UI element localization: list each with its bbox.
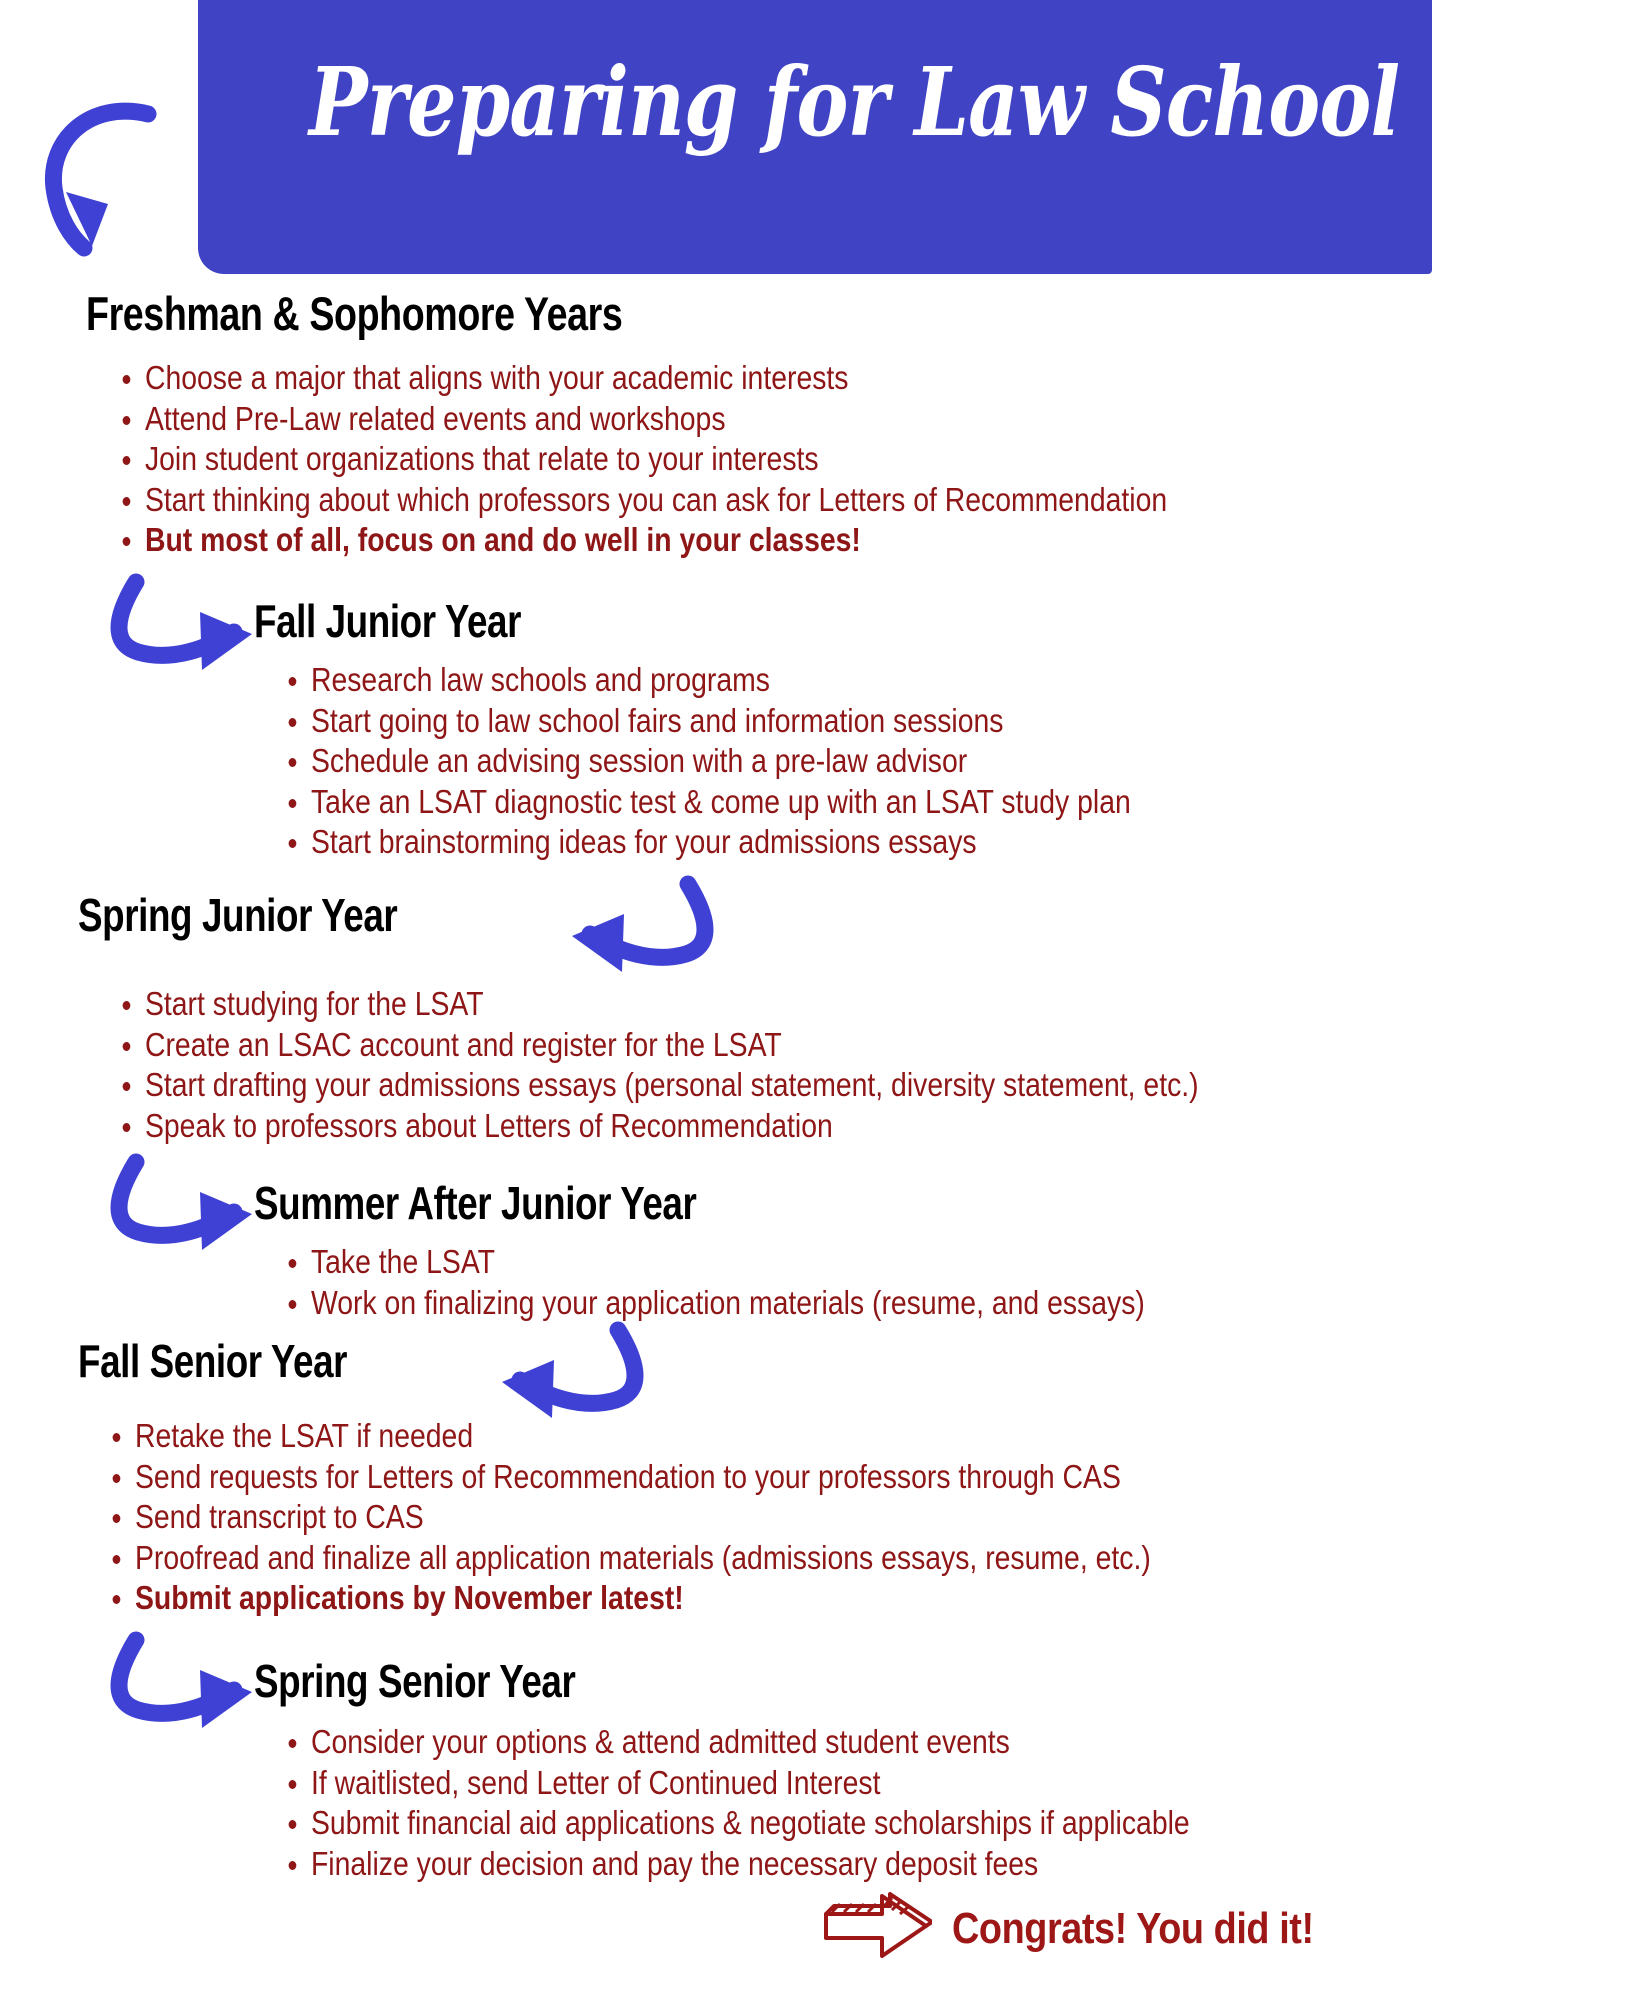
list-item: If waitlisted, send Letter of Continued Interest: [280, 1763, 1190, 1804]
curved-arrow-down-to-freshman-icon: [30, 92, 170, 242]
list-item: Retake the LSAT if needed: [104, 1416, 1151, 1457]
curved-arrow-right-to-spring-senior-icon: [112, 1636, 272, 1732]
list-item: Choose a major that aligns with your academic interests: [114, 358, 1167, 399]
curved-arrow-left-to-spring-junior-icon: [552, 880, 712, 976]
list-item: Send transcript to CAS: [104, 1497, 1151, 1538]
congrats-footer: [820, 1888, 1373, 1969]
list-item: Attend Pre-Law related events and workshops: [114, 399, 1167, 440]
bullet-list-spring-junior: [114, 984, 1375, 1146]
bullet-list-summer-after-junior: [280, 1242, 1286, 1323]
list-item: Work on finalizing your application materials (resume, and essays): [280, 1283, 1145, 1324]
section-heading-spring-senior: Spring Senior Year: [254, 1655, 576, 1707]
bullet-list-fall-junior: [280, 660, 1269, 863]
bullet-list-fall-senior: [104, 1416, 1321, 1619]
list-item: Schedule an advising session with a pre-law advisor: [280, 741, 1131, 782]
list-item: Start studying for the LSAT: [114, 984, 1199, 1025]
list-item: Start thinking about which professors you can ask for Letters of Recommendation: [114, 480, 1167, 521]
list-item: Consider your options & attend admitted student events: [280, 1722, 1190, 1763]
section-heading-spring-junior: Spring Junior Year: [78, 889, 398, 941]
bullet-list-freshman-sophomore: [114, 358, 1339, 561]
bullet-list-spring-senior: [280, 1722, 1338, 1884]
list-item-emphasis: Submit applications by November latest!: [104, 1578, 1151, 1619]
list-item: Send requests for Letters of Recommendation to your professors through CAS: [104, 1457, 1151, 1498]
page-title: Preparing for Law School: [309, 47, 1400, 158]
list-item: Start drafting your admissions essays (personal statement, diversity statement, etc.): [114, 1065, 1199, 1106]
congrats-text: Congrats! You did it!: [952, 1903, 1314, 1953]
curved-arrow-right-to-fall-junior-icon: [112, 578, 272, 674]
list-item: Start going to law school fairs and information sessions: [280, 701, 1131, 742]
list-item: Speak to professors about Letters of Recommendation: [114, 1106, 1199, 1147]
section-heading-freshman-sophomore: Freshman & Sophomore Years: [86, 287, 623, 340]
list-item: Proofread and finalize all application materials (admissions essays, resume, etc.): [104, 1538, 1151, 1579]
list-item: Join student organizations that relate to your interests: [114, 439, 1167, 480]
curved-arrow-left-to-fall-senior-icon: [482, 1326, 642, 1422]
section-heading-summer-after-junior: Summer After Junior Year: [254, 1177, 697, 1229]
curved-arrow-right-to-summer-after-junior-icon: [112, 1158, 272, 1254]
list-item: Finalize your decision and pay the necessary deposit fees: [280, 1844, 1190, 1885]
list-item: Create an LSAC account and register for the LSAT: [114, 1025, 1199, 1066]
list-item: Take the LSAT: [280, 1242, 1145, 1283]
list-item-emphasis: But most of all, focus on and do well in your classes!: [114, 520, 1167, 561]
section-heading-fall-senior: Fall Senior Year: [78, 1335, 348, 1387]
list-item: Research law schools and programs: [280, 660, 1131, 701]
section-heading-fall-junior: Fall Junior Year: [254, 595, 521, 647]
list-item: Submit financial aid applications & negotiate scholarships if applicable: [280, 1803, 1190, 1844]
list-item: Start brainstorming ideas for your admissions essays: [280, 822, 1131, 863]
hand-drawn-right-arrow-icon: [820, 1888, 932, 1969]
list-item: Take an LSAT diagnostic test & come up with an LSAT study plan: [280, 782, 1131, 823]
header-banner: [198, 0, 1432, 274]
